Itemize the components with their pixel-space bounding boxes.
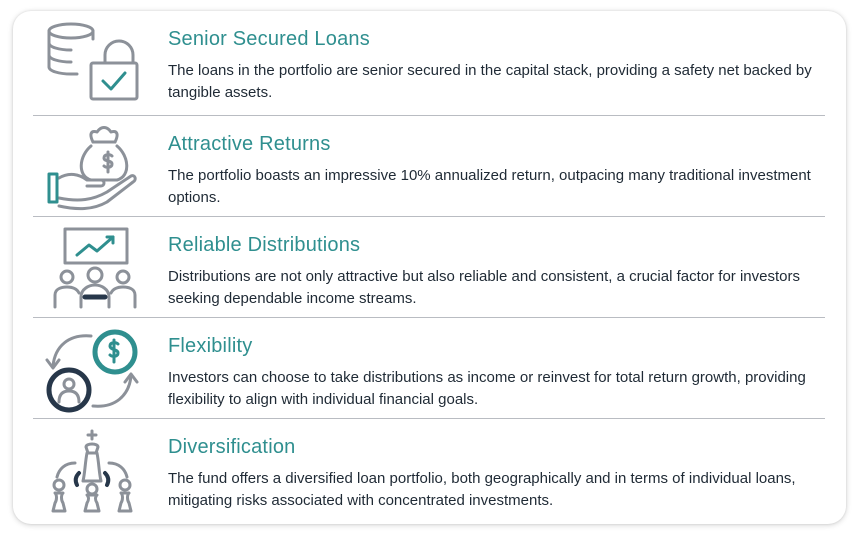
feature-title: Diversification [168,436,296,458]
feature-row-reliable-distributions [33,217,825,317]
feature-description: Investors can choose to take distributions as income or reinvest for total return growth, providing flexibility to align with individual financial goals. [168,369,806,408]
hand-money-bag-icon [45,124,139,212]
feature-description: The loans in the portfolio are senior secured in the capital stack, providing a safety net backed by tangible assets. [168,62,812,101]
feature-row-diversification [33,419,825,524]
chess-pieces-icon [45,427,139,515]
features-card [13,11,846,524]
feature-title: Attractive Returns [168,133,331,155]
feature-description: The fund offers a diversified loan portfolio, both geographically and in terms of individual loans, mitigating risks associated with concentrated investments. [168,470,796,509]
feature-title: Reliable Distributions [168,234,361,256]
feature-title: Flexibility [168,335,253,357]
exchange-cycle-icon [45,326,139,414]
feature-row-senior-secured-loans [33,11,825,115]
database-lock-icon [45,19,139,107]
feature-row-attractive-returns [33,116,825,216]
feature-description: Distributions are not only attractive but also reliable and consistent, a crucial factor for investors seeking dependable income streams. [168,268,800,307]
feature-description: The portfolio boasts an impressive 10% annualized return, outpacing many traditional investment options. [168,167,811,206]
feature-title: Senior Secured Loans [168,28,370,50]
feature-row-flexibility [33,318,825,418]
presentation-audience-icon [45,225,139,313]
